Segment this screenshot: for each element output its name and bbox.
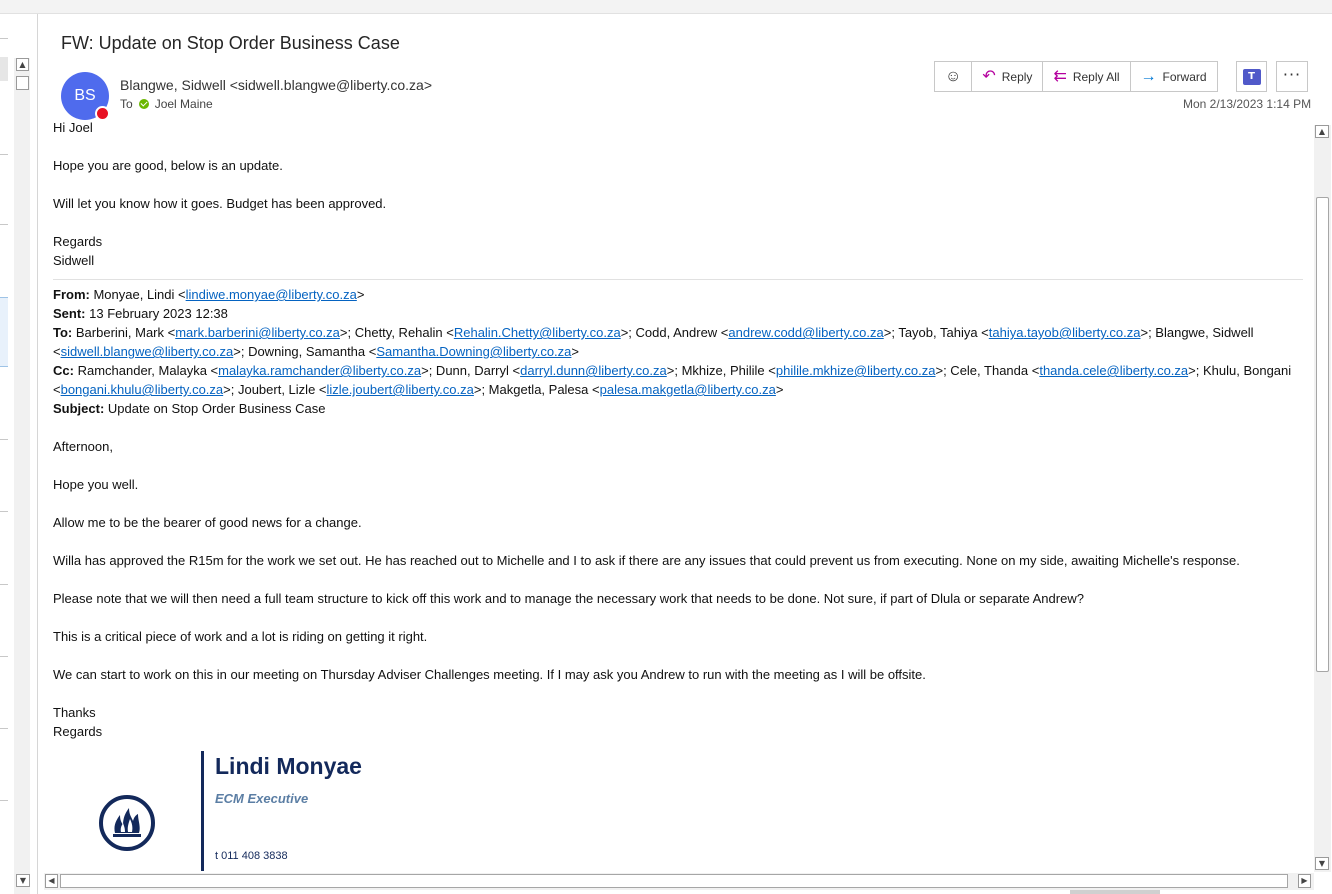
body-line: Hope you are good, below is an update. <box>53 158 283 173</box>
reply-label: Reply <box>1001 69 1033 84</box>
recipient-name: Ramchander, Malayka < <box>77 363 219 378</box>
recipient-email-link[interactable]: lizle.joubert@liberty.co.za <box>326 382 474 397</box>
avatar[interactable]: BS <box>61 72 109 120</box>
more-actions-button[interactable]: ··· <box>1276 61 1308 92</box>
recipient-name: >; Joubert, Lizle < <box>223 382 327 397</box>
regards: Regards <box>53 234 103 249</box>
fwd-thanks: Thanks <box>53 705 96 720</box>
teams-icon: T <box>1243 69 1261 85</box>
list-scroll-thumb[interactable] <box>16 76 29 90</box>
fwd-paragraph: Willa has approved the R15m for the work we set out. He has reached out to Michelle and I to ask if there are any issues that could prevent us from executing. None on my side, awaiting Michelle's response. <box>53 553 1240 568</box>
presence-available-icon <box>139 99 149 109</box>
bracket: > <box>571 344 579 359</box>
list-divider <box>0 439 8 440</box>
message-list-pane-edge[interactable] <box>0 14 38 894</box>
recipient-name: >; Codd, Andrew < <box>620 325 729 340</box>
forward-arrow-icon: → <box>1140 67 1157 85</box>
sent-label: Sent: <box>53 306 86 321</box>
list-divider <box>0 656 8 657</box>
forward-label: Forward <box>1162 69 1207 84</box>
fwd-regards: Regards <box>53 724 103 739</box>
flame-icon <box>107 803 147 843</box>
fwd-paragraph: Please note that we will then need a full team structure to kick off this work and to manage the necessary work that needs to be done. Not sure, if part of Dlula or separate Andrew? <box>53 591 1084 606</box>
forward-button[interactable] <box>1131 62 1217 91</box>
recipient-name: >; Dunn, Darryl < <box>421 363 521 378</box>
recipient-name: >; Chetty, Rehalin < <box>339 325 454 340</box>
from-name: Monyae, Lindi < <box>93 287 186 302</box>
scroll-left-icon[interactable]: ◀ <box>45 874 58 888</box>
recipient-email-link[interactable]: bongani.khulu@liberty.co.za <box>60 382 224 397</box>
teams-button[interactable] <box>1236 61 1267 92</box>
bracket: > <box>356 287 365 302</box>
email-signature <box>53 751 1308 871</box>
forward-divider <box>53 279 1303 280</box>
horizontal-scroll-thumb[interactable] <box>60 874 1288 888</box>
status-bar-fragment <box>1070 890 1160 894</box>
smiley-icon: ☺ <box>945 67 962 85</box>
recipient-name: Barberini, Mark < <box>75 325 176 340</box>
list-scroll-up-icon[interactable]: ▲ <box>16 58 29 71</box>
list-scroll-down-icon[interactable]: ▼ <box>16 874 30 887</box>
list-scrollbar[interactable] <box>14 58 30 894</box>
fwd-sent-row <box>53 304 1308 323</box>
reply-all-label: Reply All <box>1072 69 1120 84</box>
fwd-paragraph: We can start to work on this in our meeting on Thursday Adviser Challenges meeting. If I may ask you Andrew to run with the meeting as I will be offsite. <box>53 667 926 682</box>
signature-name: Lindi Monyae <box>215 753 362 779</box>
recipient-email-link[interactable]: sidwell.blangwe@liberty.co.za <box>60 344 234 359</box>
fwd-paragraph: This is a critical piece of work and a lot is riding on getting it right. <box>53 629 428 644</box>
recipient-name: >; Makgetla, Palesa < <box>473 382 600 397</box>
fwd-paragraph: Afternoon, <box>53 439 113 454</box>
message-body <box>53 118 1308 872</box>
recipient-name: >; Mkhize, Philile < <box>666 363 776 378</box>
list-divider <box>0 38 8 39</box>
recipient-name: >; Blangwe, Sidwell < <box>53 325 1254 359</box>
recipient-name: >; Cele, Thanda < <box>935 363 1040 378</box>
fwd-paragraph: Allow me to be the bearer of good news for a change. <box>53 515 362 530</box>
message-action-toolbar <box>934 61 1218 92</box>
recipient-name[interactable]: Joel Maine <box>154 97 213 111</box>
recipient-name: >; Khulu, Bongani < <box>53 363 1292 397</box>
recipient-email-link[interactable]: darryl.dunn@liberty.co.za <box>520 363 667 378</box>
list-item-highlight <box>0 57 8 81</box>
fwd-paragraph: Hope you well. <box>53 477 139 492</box>
sent-date: Mon 2/13/2023 1:14 PM <box>1183 97 1312 111</box>
scroll-up-icon[interactable]: ▲ <box>1315 125 1329 138</box>
window-top-strip <box>0 0 1332 14</box>
message-vertical-scrollbar[interactable] <box>1314 125 1331 872</box>
emoji-reaction-button[interactable] <box>935 62 972 91</box>
fwd-to-row <box>53 323 1308 361</box>
fwd-subject-row <box>53 399 1308 418</box>
cc-label: Cc: <box>53 363 74 378</box>
to-label: To <box>120 97 133 111</box>
list-divider <box>0 728 8 729</box>
recipient-email-link[interactable]: thanda.cele@liberty.co.za <box>1039 363 1189 378</box>
fwd-from-row <box>53 285 1308 304</box>
recipient-row <box>120 97 213 111</box>
list-divider <box>0 511 8 512</box>
recipient-email-link[interactable]: Rehalin.Chetty@liberty.co.za <box>453 325 621 340</box>
recipient-email-link[interactable]: philile.mkhize@liberty.co.za <box>775 363 936 378</box>
from-email-link[interactable]: lindiwe.monyae@liberty.co.za <box>185 287 357 302</box>
vertical-scroll-thumb[interactable] <box>1316 197 1329 672</box>
recipient-name: >; Tayob, Tahiya < <box>883 325 989 340</box>
email-subject: FW: Update on Stop Order Business Case <box>61 33 400 53</box>
recipient-name: >; Downing, Samantha < <box>233 344 377 359</box>
body-line: Will let you know how it goes. Budget has been approved. <box>53 196 387 211</box>
list-divider <box>0 154 8 155</box>
signoff: Sidwell <box>53 253 95 268</box>
recipient-email-link[interactable]: mark.barberini@liberty.co.za <box>175 325 340 340</box>
message-horizontal-scrollbar[interactable] <box>44 873 1314 890</box>
liberty-flame-logo <box>99 795 155 851</box>
recipient-email-link[interactable]: Samantha.Downing@liberty.co.za <box>376 344 572 359</box>
signature-divider <box>201 751 204 871</box>
to-label: To: <box>53 325 73 340</box>
list-divider <box>0 224 8 225</box>
recipient-email-link[interactable]: tahiya.tayob@liberty.co.za <box>988 325 1141 340</box>
bracket: > <box>775 382 784 397</box>
signature-telephone: t 011 408 3838 <box>215 850 288 862</box>
reply-all-arrow-icon: ⇇ <box>1053 67 1067 85</box>
reply-button[interactable] <box>972 62 1043 91</box>
sender-name[interactable]: Blangwe, Sidwell <sidwell.blangwe@liberty.co.za> <box>120 77 432 93</box>
selected-list-item[interactable] <box>0 297 8 367</box>
subject-value: Update on Stop Order Business Case <box>107 401 326 416</box>
signature-role: ECM Executive <box>215 791 309 806</box>
sent-value: 13 February 2023 12:38 <box>89 306 228 321</box>
scroll-right-icon[interactable]: ▶ <box>1298 874 1311 888</box>
reply-all-button[interactable] <box>1043 62 1130 91</box>
scroll-down-icon[interactable]: ▼ <box>1315 857 1329 870</box>
fwd-cc-row <box>53 361 1308 399</box>
recipient-email-link[interactable]: malayka.ramchander@liberty.co.za <box>218 363 422 378</box>
greeting: Hi Joel <box>53 120 93 135</box>
from-label: From: <box>53 287 90 302</box>
list-divider <box>0 800 8 801</box>
reply-arrow-icon: ↶ <box>982 67 996 85</box>
recipient-email-link[interactable]: palesa.makgetla@liberty.co.za <box>599 382 776 397</box>
subject-label: Subject: <box>53 401 105 416</box>
recipient-email-link[interactable]: andrew.codd@liberty.co.za <box>728 325 884 340</box>
list-divider <box>0 584 8 585</box>
